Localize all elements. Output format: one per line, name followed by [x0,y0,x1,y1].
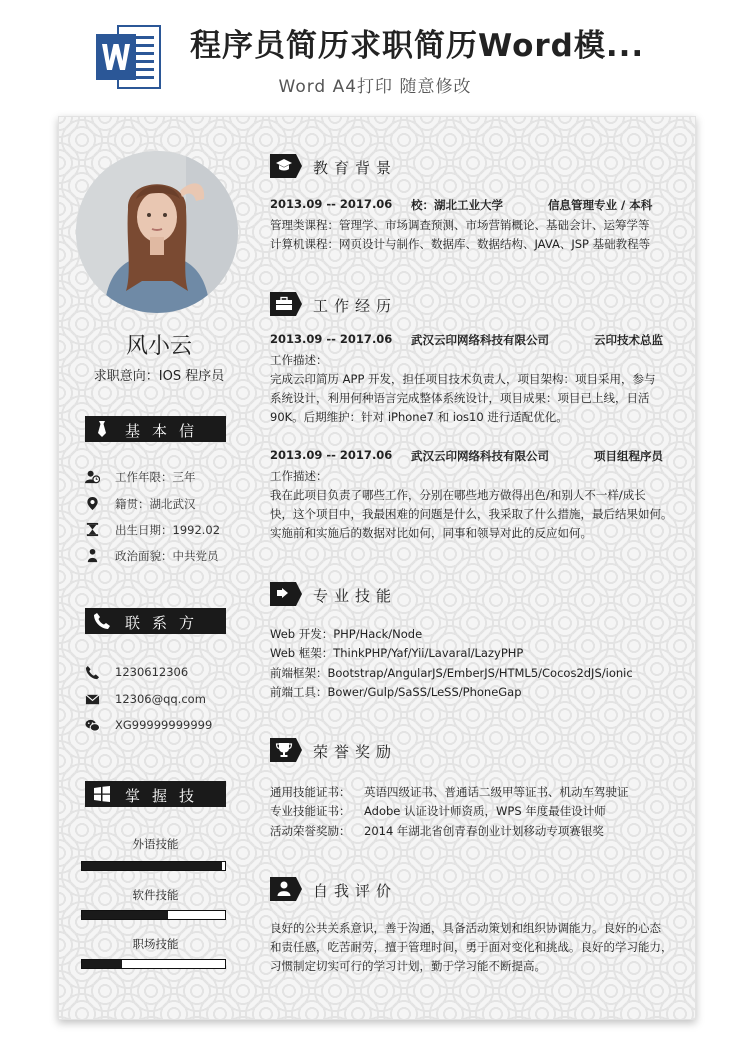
skill-bar-workplace [81,959,226,969]
skill-bar-fill [82,911,168,919]
hourglass-icon [85,522,100,537]
job-description [270,486,675,543]
document-title: 程序员简历求职简历Word模... [190,28,645,64]
contact-heading: 联系方 [85,608,226,634]
job-desc-line: 快，这个项目中，我最困难的问题是什么，我采取了什么措施，最后结果如何。 [270,507,673,521]
self-eval-line: 习惯制定切实可行的学习计划，勤于学习能不断提高。 [270,959,546,973]
wechat-icon [85,718,100,733]
pro-skill-line: 前端框架：Bootstrap/AngularJS/EmberJS/HTML5/Cocos2dJS/ionic [270,666,633,680]
self-eval-line: 和责任感，吃苦耐劳，擅于管理时间，勇于面对变化和挑战。良好的学习能力， [270,940,673,954]
skill-bar-language [81,861,226,871]
briefcase-icon [270,292,302,316]
graduation-cap-icon [270,154,302,178]
honor-value: 2014 年湖北省创青春创业计划移动专项赛银奖 [364,824,604,838]
education-major: 信息管理专业 / 本科 [548,198,653,212]
education-course-line: 计算机课程：网页设计与制作、数据库、数据结构、JAVA、JSP 基础教程等 [270,237,651,251]
honor-key: 活动荣誉奖励： [270,824,351,838]
user-clock-icon [85,469,100,484]
person-icon [270,877,302,901]
honors-heading: 荣誉奖励 [270,738,670,762]
profile-photo [76,151,238,313]
job-desc-line: 我在此项目负责了哪些工作，分别在哪些地方做得出色/和别人不一样/成长 [270,488,646,502]
job-desc-line: 系统设计，利用何种语言完成整体系统设计，项目成果：项目已上线，日活 [270,391,650,405]
job-desc-line: 90K。后期维护：针对 iPhone7 和 ios10 进行适配优化。 [270,410,568,424]
pro-skill-line: Web 开发：PHP/Hack/Node [270,627,423,641]
phone-icon [85,665,100,680]
honor-key: 通用技能证书： [270,785,351,799]
skill-label-language: 外语技能 [132,837,179,851]
self-eval-text [270,919,675,976]
education-school: 校：湖北工业大学 [411,198,503,212]
work-heading: 工作经历 [270,292,670,316]
tie-icon [93,420,111,438]
candidate-name: 风小云 [125,334,192,359]
phone-icon [93,612,111,630]
document-subtitle: Word A4打印 随意修改 [278,77,472,97]
skill-bar-fill [82,960,122,968]
mail-icon [85,692,100,707]
self-eval-heading: 自我评价 [270,877,670,901]
download-header [0,0,750,112]
resume-page: 风小云 求职意向：IOS 程序员 基本信 工作年限：三年 籍贯：湖北武汉 出生日期：1992.02 政治面貌：中共党员 联系方 1230612306 12306@qq.com XG99999999999 掌握技 外语技能 软件技能 职场技能 教育背景 2013.09 -- 2017.06 校：湖北工业大学 信息管理专业 / 本科 管理类课程：管理学、市场调查预测、市场营销概论、基础会计、运筹学等 计算机课程：网页设计与制作、数据库、数据结构、JAVA、JSP 基础教程等 工作经历 2013.09 -- 2017.06 武汉云印网络科技有限公司 云印技术总监 工作描述： 完成云印简历 APP 开发，担任项目技术负责人，项目架构：项目采用，参与 系统设计，利用何种语言完成整体系统设计，项目成果：项目已上线，日活 90K。后期维护：针对 iPhone7 和 ios10 进行适配优化。 2013.09 -- 2017.06 武汉云印网络科技有限公司 项目组程序员 工作描述： 我在此项目负责了哪些工作，分别在哪些地方做得出色/和别人不一样/成长 快，这个项目中，我最困难的问题是什么，我采取了什么措施，最后结果如何。 实施前和实施后的数据对比如何，同事和领导对此的反应如何。 专业技能 Web 开发：PHP/Hack/Node Web 框架：ThinkPHP/Yaf/Yii/Lavaral/LazyPHP 前端框架：Bootstrap/AngularJS/EmberJS/HTML5/Cocos2dJS/ionic 前端工具：Bower/Gulp/SaSS/LeSS/PhoneGap 荣誉奖励 通用技能证书： 英语四级证书、普通话二级甲等证书、机动车驾驶证 专业技能证书： Adobe 认证设计师资质，WPS 年度最佳设计师 活动荣誉奖励： 2014 年湖北省创青春创业计划移动专项赛银奖 自我评价 良好的公共关系意识，善于沟通，具备活动策划和组织协调能力。良好的心态 和责任感，吃苦耐劳，擅于管理时间，勇于面对变化和挑战。良好的学习能力， 习惯制定切实可行的学习计划，勤于学习能不断提高。 [58,116,696,1020]
portrait-image [76,151,238,313]
skill-label-software: 软件技能 [132,888,179,902]
pro-skill-line: 前端工具：Bower/Gulp/SaSS/LeSS/PhoneGap [270,685,522,699]
education-heading: 教育背景 [270,154,670,178]
honor-value: 英语四级证书、普通话二级甲等证书、机动车驾驶证 [364,785,629,799]
job-desc-label: 工作描述： [270,353,328,367]
pro-skill-line: Web 框架：ThinkPHP/Yaf/Yii/Lavaral/LazyPHP [270,646,524,660]
pointer-hand-icon [270,582,302,606]
job-role: 云印技术总监 [594,333,663,347]
trophy-icon [270,738,302,762]
job-desc-line: 完成云印简历 APP 开发，担任项目技术负责人，项目架构：项目采用，参与 [270,372,656,386]
basic-info-heading: 基本信 [85,416,226,442]
job-role: 项目组程序员 [594,449,663,463]
pro-skills-heading: 专业技能 [270,582,670,606]
education-period: 2013.09 -- 2017.06 [270,197,393,211]
location-pin-icon [85,496,100,511]
job-company: 武汉云印网络科技有限公司 [411,333,549,347]
skill-bar-fill [82,862,222,870]
job-company: 武汉云印网络科技有限公司 [411,449,549,463]
windows-icon [93,785,111,803]
self-eval-line: 良好的公共关系意识，善于沟通，具备活动策划和组织协调能力。良好的心态 [270,921,661,935]
job-desc-line: 实施前和实施后的数据对比如何，同事和领导对此的反应如何。 [270,526,592,540]
job-period: 2013.09 -- 2017.06 [270,448,393,462]
honor-value: Adobe 认证设计师资质，WPS 年度最佳设计师 [364,804,606,818]
skill-bar-software [81,910,226,920]
job-period: 2013.09 -- 2017.06 [270,332,393,346]
skill-label-workplace: 职场技能 [132,937,179,951]
skills-heading: 掌握技 [85,781,226,807]
education-course-line: 管理类课程：管理学、市场调查预测、市场营销概论、基础会计、运筹学等 [270,218,650,232]
job-description [270,370,675,427]
person-icon [85,548,100,563]
job-intent: 求职意向：IOS 程序员 [93,369,225,384]
job-desc-label: 工作描述： [270,469,328,483]
honor-key: 专业技能证书： [270,804,351,818]
